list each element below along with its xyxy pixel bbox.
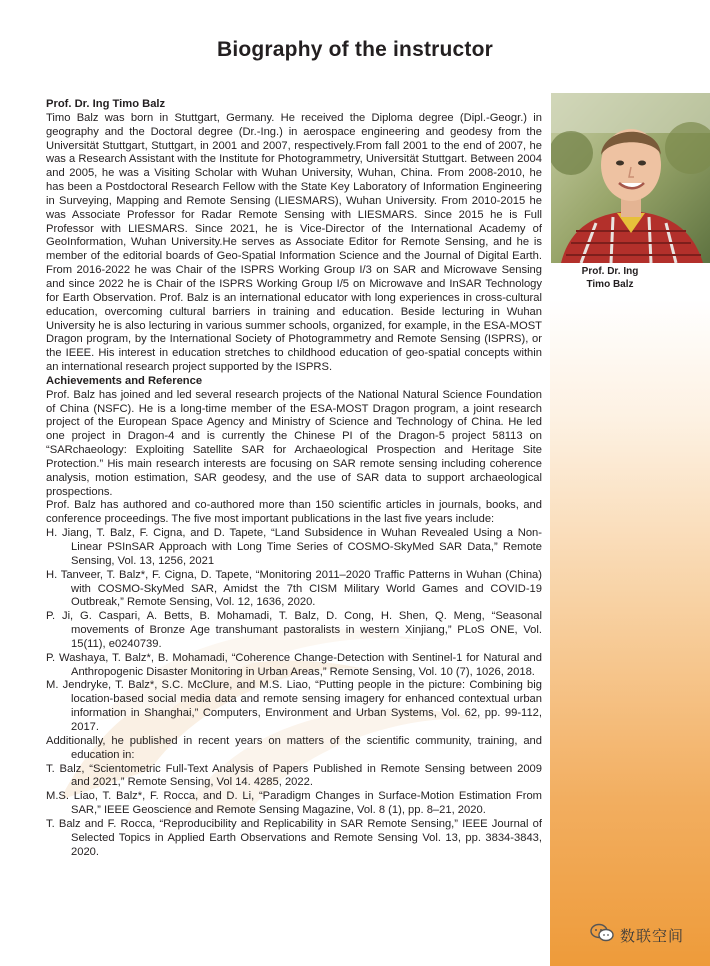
biography-body xyxy=(46,98,542,859)
reference-item: M.S. Liao, T. Balz*, F. Rocca, and D. Li, “Paradigm Changes in Surface-Motion Estimation From SAR,” IEEE Geoscience and Remote Sensing Magazine, Vol. 8 (1), pp. 8–21, 2020. xyxy=(46,790,542,817)
caption-line-2: Timo Balz xyxy=(586,278,634,290)
reference-item: P. Ji, G. Caspari, A. Betts, B. Mohamadi, T. Balz, D. Cong, H. Shen, Q. Meng, “Seasonal movements of Bronze Age transhumant pastoralists in western Xinjiang,” PLoS ONE, Vol. 15(11), e0240739. xyxy=(46,610,542,650)
page-title: Biography of the instructor xyxy=(216,38,494,61)
achievements-paragraph-2: Prof. Balz has authored and co-authored more than 150 scientific articles in journals, books, and conference proceedings. The five most important publications in the last five years include: xyxy=(46,499,542,526)
caption-line-1: Prof. Dr. Ing xyxy=(581,266,639,277)
achievements-heading: Achievements and Reference xyxy=(46,374,203,387)
reference-item: T. Balz, “Scientometric Full-Text Analysis of Papers Published in Remote Sensing between 2009 and 2021,” Remote Sensing, Vol 14. 4285, 2022. xyxy=(46,762,542,789)
reference-item: H. Jiang, T. Balz, F. Cigna, and D. Tapete, “Land Subsidence in Wuhan Revealed Using a Non-Linear PSInSAR Approach with Long Time Series of COSMO-SkyMed SAR Data,” Remote Sensing, Vol. 13, 1256, 2021 xyxy=(46,527,542,567)
reference-item: P. Washaya, T. Balz*, B. Mohamadi, “Coherence Change-Detection with Sentinel-1 for Natural and Anthropogenic Disaster Monitoring in Urban Areas,” Remote Sensing, Vol. 10 (7), 1026, 2018. xyxy=(46,651,542,678)
instructor-photo xyxy=(551,93,710,263)
reference-item: T. Balz and F. Rocca, “Reproducibility and Replicability in SAR Remote Sensing,” IEEE Journal of Selected Topics in Applied Earth Observations and Remote Sensing Vol. 13, pp. 3834-3843, 2020. xyxy=(46,817,542,858)
bio-paragraph: Timo Balz was born in Stuttgart, Germany. He received the Diploma degree (Dipl.-Geogr.) in geography and the Doctoral degree (Dr.-Ing.) in aerospace engineering and geodesy from the Universität Stuttgart, Stuttgart, in 2001 and 2007, respectively.From fall 2001 to the end of 2007, he was a Research Assistant with the Institute for Photogrammetry, Universität Stuttgart. Between 2004 and 2005, he was a Visiting Scholar with Wuhan University, Wuhan, China. From 2008-2010, he has been a Postdoctoral Research Fellow with the State Key Laboratory of Information Engineering in Surveying, Mapping and Remote Sensing (LIESMARS), Wuhan University. From 2010-2015 he was Associate Professor for Radar Remote Sensing with LIESMARS. Since 2015 he is Full Professor with LIESMARS. Since 2021, he is Vice-Director of the International Academy of GeoInformation, Wuhan University.He serves as Associate Editor for Remote Sensing, and he is member of the editorial boards of Geo-Spatial Information Science and the Journal of Digital Earth. From 2016-2022 he was Chair of the ISPRS Working Group I/3 on SAR and Microwave Sensing and since 2022 he is Chair of the ISPRS Working Group I/5 on Microwave and InSAR Technology for Earth Observation. Prof. Balz is an international educator with long experiences in cross-cultural education, overcoming cultural barriers in training and education. Beside lecturing in Wuhan University he is also lecturing in various summer schools, organized, for example, in the ESA-MOST Dragon program, by the International Society of Photogrammetry and Remote Sensing (ISPRS), or the IEEE. His interest in education stretches to childhood education of geo-spatial concepts within an international research project supported by the ISPRS. xyxy=(46,111,542,374)
wechat-icon xyxy=(590,923,614,948)
instructor-name: Prof. Dr. Ing Timo Balz xyxy=(46,98,166,110)
additional-publications-intro: Additionally, he published in recent years on matters of the scientific community, training, and education in: xyxy=(46,734,542,761)
achievements-paragraph-1: Prof. Balz has joined and led several research projects of the National Natural Science Foundation of China (NSFC). He is a long-time member of the ESA-MOST Dragon program, a joint research project of the European Space Agency and Ministry of Science and Technology of China. He led one project in Dragon-4 and is currently the Chinese PI of the Dragon-5 project 58113 on “SARchaeology: Exploiting Satellite SAR for Archaeological Prospection and Heritage Site Protection.” His main research interests are focusing on SAR remote sensing including coherence analysis, motion estimation, SAR geodesy, and the use of SAR data to support archaeological prospections. xyxy=(46,388,542,498)
photo-caption xyxy=(552,266,668,291)
reference-item: H. Tanveer, T. Balz*, F. Cigna, D. Tapete, “Monitoring 2011–2020 Traffic Patterns in Wuhan (China) with COSMO-SkyMed SAR, Amidst the 7th CISM Military World Games and COVID-19 Outbreak,” Remote Sensing, Vol. 12, 1636, 2020. xyxy=(46,568,542,609)
orange-side-band xyxy=(550,300,710,966)
watermark-logo xyxy=(590,922,700,948)
reference-item: M. Jendryke, T. Balz*, S.C. McClure, and M.S. Liao, “Putting people in the picture: Combining big location-based social media data and remote sensing imagery for enhanced contextual urban information in Shanghai,” Computers, Environment and Urban Systems, Vol. 62, pp. 99-112, 2017. xyxy=(46,679,542,733)
watermark-text: 数联空间 xyxy=(620,927,685,945)
